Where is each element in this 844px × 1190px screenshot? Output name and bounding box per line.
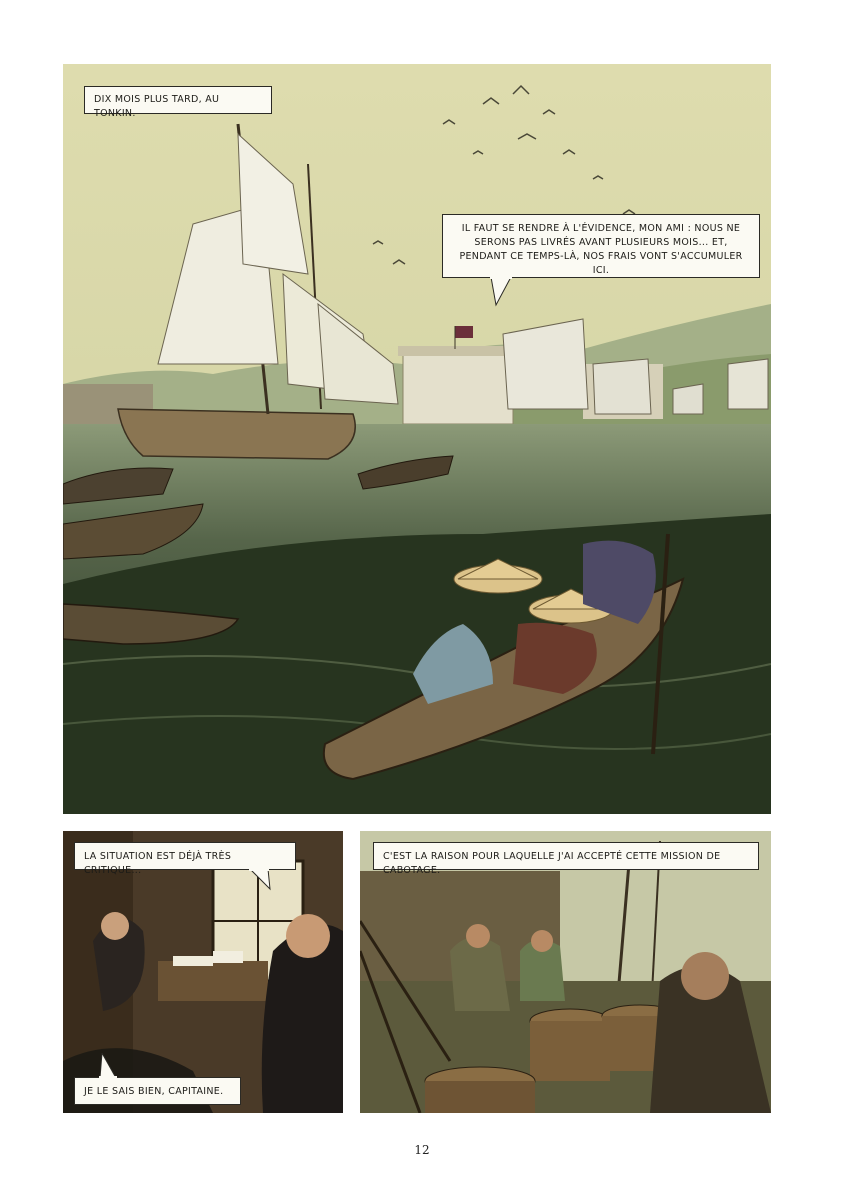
speech-balloon-coastal-mission: C'EST LA RAISON POUR LAQUELLE J'AI ACCEPTÉ CETTE MISSION DE CABOTAGE.: [373, 842, 759, 870]
speech-balloon-cost-warning: IL FAUT SE RENDRE À L'ÉVIDENCE, MON AMI : NOUS NE SERONS PAS LIVRÉS AVANT PLUSIEURS MOIS... ET, PENDANT CE TEMPS-LÀ, NOS FRAIS VONT S'ACCUMULER ICI.: [442, 214, 760, 278]
balloon-tail: [488, 277, 514, 307]
narration-caption-time-place: DIX MOIS PLUS TARD, AU TONKIN.: [84, 86, 272, 114]
panel-office: [63, 831, 343, 1113]
speech-balloon-captain-reply: JE LE SAIS BIEN, CAPITAINE.: [74, 1077, 241, 1105]
speech-balloon-critical-situation: LA SITUATION EST DÉJÀ TRÈS CRITIQUE...: [74, 842, 296, 870]
panel-harbor: [63, 64, 771, 814]
page-number: 12: [414, 1143, 430, 1157]
harbor-illustration: [63, 64, 771, 814]
balloon-tail: [248, 869, 272, 891]
balloon-tail: [98, 1053, 118, 1079]
panel-docks: [360, 831, 771, 1113]
